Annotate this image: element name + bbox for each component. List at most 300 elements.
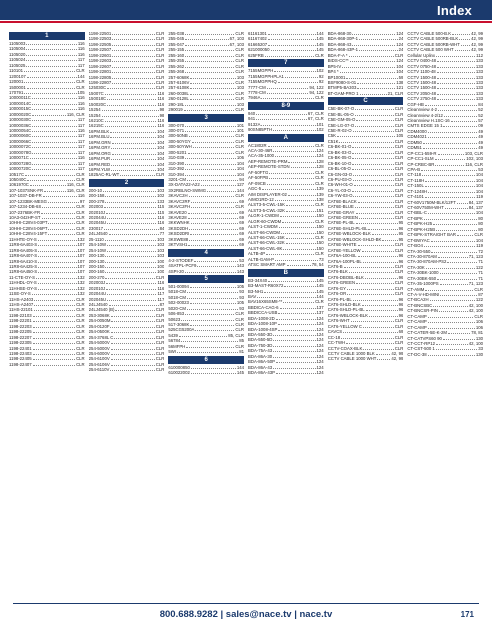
dot-leader: [282, 219, 314, 223]
dot-leader: [438, 151, 464, 155]
page-reference: 97: [79, 198, 85, 204]
part-number: 11-CTE-OY-S: [9, 274, 36, 280]
page-reference: CLR: [155, 367, 165, 373]
dot-leader: [33, 356, 75, 360]
dot-leader: [36, 275, 76, 279]
page-reference: 150: [316, 245, 324, 251]
page-reference: CLR: [394, 176, 404, 182]
page-reference: CLR: [155, 58, 165, 64]
page-reference: 151: [316, 207, 324, 213]
dot-leader: [268, 36, 316, 40]
page-reference: CLR: [394, 291, 404, 297]
dot-leader: [440, 281, 468, 285]
dot-leader: [102, 107, 159, 111]
dot-leader: [437, 64, 475, 68]
dot-leader: [27, 177, 75, 181]
part-number: ALST3-5-CWL-15K: [248, 202, 286, 208]
part-number: ALTB-4P: [248, 251, 266, 257]
dot-leader: [107, 248, 156, 252]
part-number: Cellular Uplinx: [407, 52, 436, 58]
page-reference: 105: [236, 283, 245, 289]
part-number: 10000728G: [9, 160, 32, 166]
part-number: AIMO1RD-12: [248, 196, 274, 202]
page-reference: 119: [476, 194, 484, 200]
dot-leader: [185, 42, 229, 46]
part-number: CT-1248H: [407, 188, 427, 194]
part-number: BSF9080-S-01: [327, 79, 357, 85]
dot-leader: [185, 155, 236, 159]
dot-leader: [358, 242, 394, 246]
part-number: CCTV 2750-48: [407, 96, 437, 102]
dot-leader: [262, 186, 315, 190]
dot-leader: [195, 327, 234, 331]
part-number: 254-6106V: [88, 361, 110, 367]
page-reference: 104: [475, 188, 484, 194]
page-reference: 102: [157, 193, 165, 199]
part-number: 300-071: [168, 128, 185, 133]
part-number: 254-0500K: [88, 329, 110, 335]
dot-leader: [111, 329, 155, 333]
part-number: ALST-66-CWDM: [248, 229, 281, 235]
page-reference: CLR: [394, 122, 404, 128]
index-column-4: [248, 31, 324, 597]
dot-leader: [436, 53, 475, 57]
part-number: AF-50FTG: [248, 169, 269, 175]
part-number: 255-045: [168, 36, 185, 42]
part-number: 9132A: [248, 121, 261, 127]
dot-leader: [187, 306, 238, 310]
page-reference: 92: [318, 73, 324, 79]
dot-leader: [112, 64, 154, 68]
dot-leader: [360, 91, 387, 95]
section-header: 4: [168, 249, 244, 257]
dot-leader: [105, 264, 156, 268]
dot-leader: [267, 90, 309, 94]
page-reference: 107: [77, 253, 85, 259]
part-number: BIDS-CC**: [327, 58, 349, 64]
page-reference: CLR: [315, 169, 324, 175]
part-number: 61665207: [248, 41, 268, 47]
page-reference: 24: [398, 47, 404, 53]
part-number: CAT6E-GRAY: [327, 209, 355, 215]
page-reference: CLR: [394, 149, 404, 155]
dot-leader: [356, 210, 394, 214]
part-number: C5E-GM-05-O: [327, 117, 356, 123]
page-reference: 117: [77, 122, 85, 128]
page-reference: CLR: [394, 323, 404, 329]
page-reference: CLR: [394, 52, 404, 58]
page-reference: CLR: [76, 323, 85, 329]
dot-leader: [355, 112, 394, 116]
part-number: 5018-CM: [168, 294, 187, 300]
part-number: CTA-30-550: [407, 248, 431, 254]
page-reference: 53: [239, 257, 245, 263]
dot-leader: [267, 85, 309, 89]
dot-leader: [457, 232, 473, 236]
part-number: CT-BPK-H25B: [407, 226, 436, 232]
index-entry: [248, 53, 324, 58]
part-number: 1198-22205: [9, 329, 32, 335]
part-number: 3KSD2DRI: [168, 231, 190, 237]
page-reference: CLR: [315, 52, 324, 58]
page-reference: 42, 99: [471, 41, 484, 47]
part-number: ALTB-GAM-P: [248, 256, 274, 262]
dot-leader: [112, 58, 154, 62]
dot-leader: [461, 42, 470, 46]
dot-leader: [32, 128, 77, 132]
part-number: 110101: [9, 68, 24, 74]
page-reference: 95: [398, 220, 404, 226]
page-reference: 69: [239, 231, 245, 237]
part-number: 300-50NB: [168, 133, 188, 139]
part-number: 202044U: [88, 215, 107, 220]
dot-leader: [436, 346, 477, 350]
dot-leader: [438, 254, 468, 258]
page-reference: CLR: [394, 334, 404, 340]
part-number: 107-1233BK-MESG: [9, 198, 47, 204]
page-reference: 117: [157, 291, 165, 297]
dot-leader: [459, 36, 470, 40]
page-reference: CLR: [394, 242, 404, 248]
dot-leader: [281, 230, 316, 234]
dot-leader: [190, 96, 235, 100]
dot-leader: [279, 224, 316, 228]
page-reference: CLR: [474, 313, 484, 319]
part-number: 1198-22405: [9, 356, 32, 362]
part-number: CT-118H: [407, 177, 425, 183]
part-number: CDM4021: [407, 134, 427, 140]
page-reference: 49: [478, 128, 484, 134]
dot-leader: [112, 80, 154, 84]
dot-leader: [284, 283, 315, 287]
page-reference: 144: [236, 187, 245, 193]
page-reference: 139: [316, 191, 324, 197]
dot-leader: [349, 53, 394, 57]
dot-leader: [181, 338, 238, 342]
dot-leader: [428, 314, 474, 318]
dot-leader: [33, 340, 75, 344]
page-reference: CLR: [394, 318, 404, 324]
part-number: 7778-CM: [248, 89, 266, 95]
dot-leader: [112, 36, 154, 40]
page-reference: 150: [316, 240, 324, 246]
dot-leader: [439, 308, 468, 312]
dot-leader: [268, 278, 315, 282]
page-reference: 124: [316, 353, 324, 359]
dot-leader: [382, 237, 397, 241]
page-reference: 104: [396, 63, 404, 69]
part-number: 501-00094: [168, 283, 189, 289]
page-reference: CLR: [76, 176, 85, 182]
part-number: 1198-22503: [88, 36, 112, 42]
part-number: CAT6-SHLD-PL-BL: [327, 307, 365, 313]
part-number: 255-262: [168, 63, 185, 69]
part-number: 1105004: [9, 46, 26, 52]
part-number: ALST-66-CWL-32K: [248, 240, 285, 246]
dot-leader: [425, 178, 475, 182]
dot-leader: [437, 58, 475, 62]
dot-leader: [424, 243, 475, 247]
part-number: 1105024: [9, 57, 26, 63]
page-reference: 104: [157, 150, 165, 156]
dot-leader: [33, 346, 75, 350]
part-number: 625FRB: [248, 52, 264, 58]
dot-leader: [32, 166, 77, 170]
dot-leader: [185, 161, 236, 165]
dot-leader: [425, 194, 475, 198]
part-number: 1198-22501: [88, 31, 112, 36]
page-reference: 145: [316, 36, 324, 42]
page-reference: CLR: [394, 204, 404, 210]
dot-leader: [189, 133, 235, 137]
page-reference: 150: [316, 224, 324, 230]
page-reference: 42, 99: [471, 47, 484, 53]
dot-leader: [111, 340, 155, 344]
dot-leader: [425, 287, 473, 291]
dot-leader: [112, 42, 154, 46]
page-reference: 100: [157, 258, 165, 264]
page-reference: CLR: [394, 166, 404, 172]
part-number: CAT6E-WBLOCK-SHLD-BK: [327, 236, 382, 242]
page-reference: 116: [77, 193, 85, 199]
page-reference: 78, 81: [471, 330, 484, 336]
page-reference: 33: [478, 346, 484, 352]
index-entry: [168, 269, 244, 274]
dot-leader: [43, 193, 77, 197]
page-reference: 73: [318, 256, 324, 262]
page-reference: 106: [236, 155, 245, 161]
section-header: 6: [168, 356, 244, 364]
page-reference: CLR: [394, 198, 404, 204]
dot-leader: [191, 199, 238, 203]
part-number: 5020-CM: [168, 305, 187, 311]
page-reference: 116: [157, 285, 165, 291]
dot-leader: [423, 145, 477, 149]
dot-leader: [423, 140, 477, 144]
page-reference: 145: [316, 277, 324, 283]
page-reference: 116: [77, 41, 85, 46]
dot-leader: [356, 280, 394, 284]
index-entry: [248, 262, 324, 267]
page-reference: 71: [478, 270, 484, 276]
part-number: CT-60V750M-WHT: [407, 205, 444, 210]
page-reference: CLR: [315, 202, 324, 208]
dot-leader: [33, 329, 75, 333]
dot-leader: [24, 79, 75, 83]
dot-leader: [38, 242, 76, 246]
part-number: 10000060C: [9, 133, 32, 139]
page-reference: CLR: [235, 107, 245, 113]
part-number: 257-6068K: [168, 74, 190, 80]
dot-leader: [105, 118, 157, 122]
dot-leader: [110, 367, 154, 371]
part-number: ALST-1-CWDM: [248, 224, 278, 230]
part-number: 16PM.BLK: [88, 128, 110, 134]
part-number: 300-070: [168, 122, 185, 128]
page-reference: 132: [77, 236, 85, 242]
dot-leader: [426, 265, 475, 269]
part-number: CT-BPK-STRAIGHT BAR: [407, 232, 456, 238]
dot-leader: [207, 188, 236, 192]
page-reference: CLR: [235, 204, 245, 210]
part-number: CTA-35-1000PS: [407, 281, 439, 287]
page-reference: CLR: [394, 182, 404, 188]
page-reference: 78, 54: [311, 262, 324, 268]
dot-leader: [27, 85, 75, 89]
page-reference: CLR: [155, 345, 165, 351]
page-reference: CLR: [315, 180, 324, 186]
page-reference: 104: [475, 183, 484, 189]
part-number: 202044U: [88, 291, 107, 297]
part-number: 1198-22203: [9, 323, 32, 329]
dot-leader: [105, 253, 156, 257]
part-number: 254-3768L C: [88, 334, 114, 340]
page-reference: CLR: [155, 172, 165, 178]
part-number: BDA-550-3D: [248, 332, 273, 337]
page-reference: 117: [77, 57, 85, 63]
dot-leader: [48, 199, 79, 203]
page-reference: CLR: [155, 323, 165, 329]
dot-leader: [268, 143, 314, 147]
part-number: CPA-B: [407, 166, 421, 172]
dot-leader: [105, 91, 157, 95]
part-number: 10000014C: [9, 100, 32, 106]
page-reference: 112: [476, 52, 484, 58]
dot-leader: [430, 297, 475, 301]
dot-leader: [185, 102, 236, 106]
dot-leader: [444, 113, 477, 117]
part-number: BDA-868-30: [327, 31, 352, 36]
dot-leader: [188, 150, 235, 154]
page-reference: 105: [77, 89, 85, 95]
dot-leader: [27, 74, 77, 78]
dot-leader: [32, 112, 66, 116]
dot-leader: [372, 231, 398, 235]
index-columns: [9, 31, 483, 597]
part-number: C6-BK-10-O: [327, 160, 352, 166]
dot-leader: [288, 192, 316, 196]
part-number: 257-6108K: [168, 85, 190, 91]
page-reference: CLR: [394, 263, 404, 269]
dot-leader: [278, 310, 315, 314]
dot-leader: [32, 117, 77, 121]
index-entry: [168, 370, 244, 375]
part-number: C5E-BK-07-O: [327, 106, 355, 112]
part-number: 3KAVC2H: [168, 193, 188, 199]
part-number: CDM4000: [407, 128, 427, 134]
part-number: C6-GN-03-O: [327, 171, 353, 177]
dot-leader: [33, 324, 75, 328]
part-number: 1198-22407: [9, 361, 32, 367]
dot-leader: [107, 215, 156, 219]
page-reference: 138: [396, 79, 404, 85]
page-reference: 107: [77, 269, 85, 275]
part-number: 7155MGPPHQ: [248, 79, 277, 85]
page-reference: CLR: [155, 74, 165, 80]
part-number: B3-NH1: [248, 288, 264, 294]
part-number: 10000011C: [9, 95, 31, 101]
page-reference: 124: [316, 359, 324, 365]
part-number: CCTV 0400-48: [407, 58, 437, 64]
part-number: 610000850: [168, 364, 190, 370]
part-number: 1825AC-RL-WT: [88, 172, 120, 178]
dot-leader: [26, 46, 76, 50]
dot-leader: [185, 172, 236, 176]
page-reference: 104: [475, 172, 484, 178]
part-number: 1198-22805: [88, 74, 112, 80]
page-reference: 102: [316, 68, 324, 74]
page-reference: 21, CLR: [387, 90, 404, 96]
dot-leader: [111, 156, 156, 160]
dot-leader: [111, 362, 155, 366]
page-reference: 106: [475, 319, 484, 325]
page-reference: 103: [157, 187, 165, 193]
part-number: 202045U: [88, 220, 107, 226]
page-reference: CLR: [76, 84, 85, 90]
page-reference: 132: [77, 280, 85, 286]
dot-leader: [356, 220, 398, 224]
part-number: 56784: [168, 338, 181, 344]
page-reference: 71: [478, 275, 484, 281]
dot-leader: [187, 177, 238, 181]
page-reference: 133: [475, 74, 484, 80]
section-header: C: [328, 97, 404, 105]
page-reference: CLR: [155, 41, 165, 47]
part-number: 125030C: [88, 85, 107, 91]
dot-leader: [110, 324, 154, 328]
page-reference: CLR: [474, 232, 484, 238]
page-reference: CLR: [76, 209, 85, 215]
dot-leader: [346, 75, 397, 79]
dot-leader: [185, 128, 236, 132]
part-number: 254-5000V: [88, 345, 110, 351]
dot-leader: [32, 123, 77, 127]
dot-leader: [190, 80, 234, 84]
page-reference: 117: [77, 144, 85, 150]
dot-leader: [350, 58, 395, 62]
part-number: 16PM.GRN: [88, 139, 111, 145]
page-reference: 117: [77, 117, 85, 123]
part-number: 16210C: [88, 118, 104, 123]
dot-leader: [106, 210, 156, 214]
part-number: 290-18L: [168, 101, 185, 107]
dot-leader: [38, 259, 76, 263]
dot-leader: [267, 181, 314, 185]
part-number: C5E-LG-07-O: [327, 122, 355, 128]
dot-leader: [437, 69, 475, 73]
page-reference: 104: [236, 171, 245, 177]
dot-leader: [353, 128, 394, 132]
page-reference: 96: [398, 225, 404, 231]
page-reference: CLR: [76, 215, 85, 220]
dot-leader: [33, 335, 75, 339]
dot-leader: [114, 335, 154, 339]
page-reference: CLR: [394, 209, 404, 215]
part-number: 260-0038L: [168, 90, 189, 96]
part-number: CCTV CABLE 500-B.K: [407, 31, 452, 36]
page-reference: CLR: [76, 340, 85, 346]
dot-leader: [359, 36, 398, 40]
page-reference: 104: [475, 237, 484, 243]
part-number: 11HS-22101: [9, 307, 33, 313]
part-number: 200-158: [88, 193, 105, 199]
dot-leader: [105, 275, 154, 279]
part-number: 1105003: [9, 41, 26, 46]
page-reference: 67, 103: [229, 41, 245, 47]
page-reference: 09: [478, 123, 484, 129]
part-number: AC1802R: [248, 142, 267, 148]
page-reference: 119: [476, 243, 484, 249]
